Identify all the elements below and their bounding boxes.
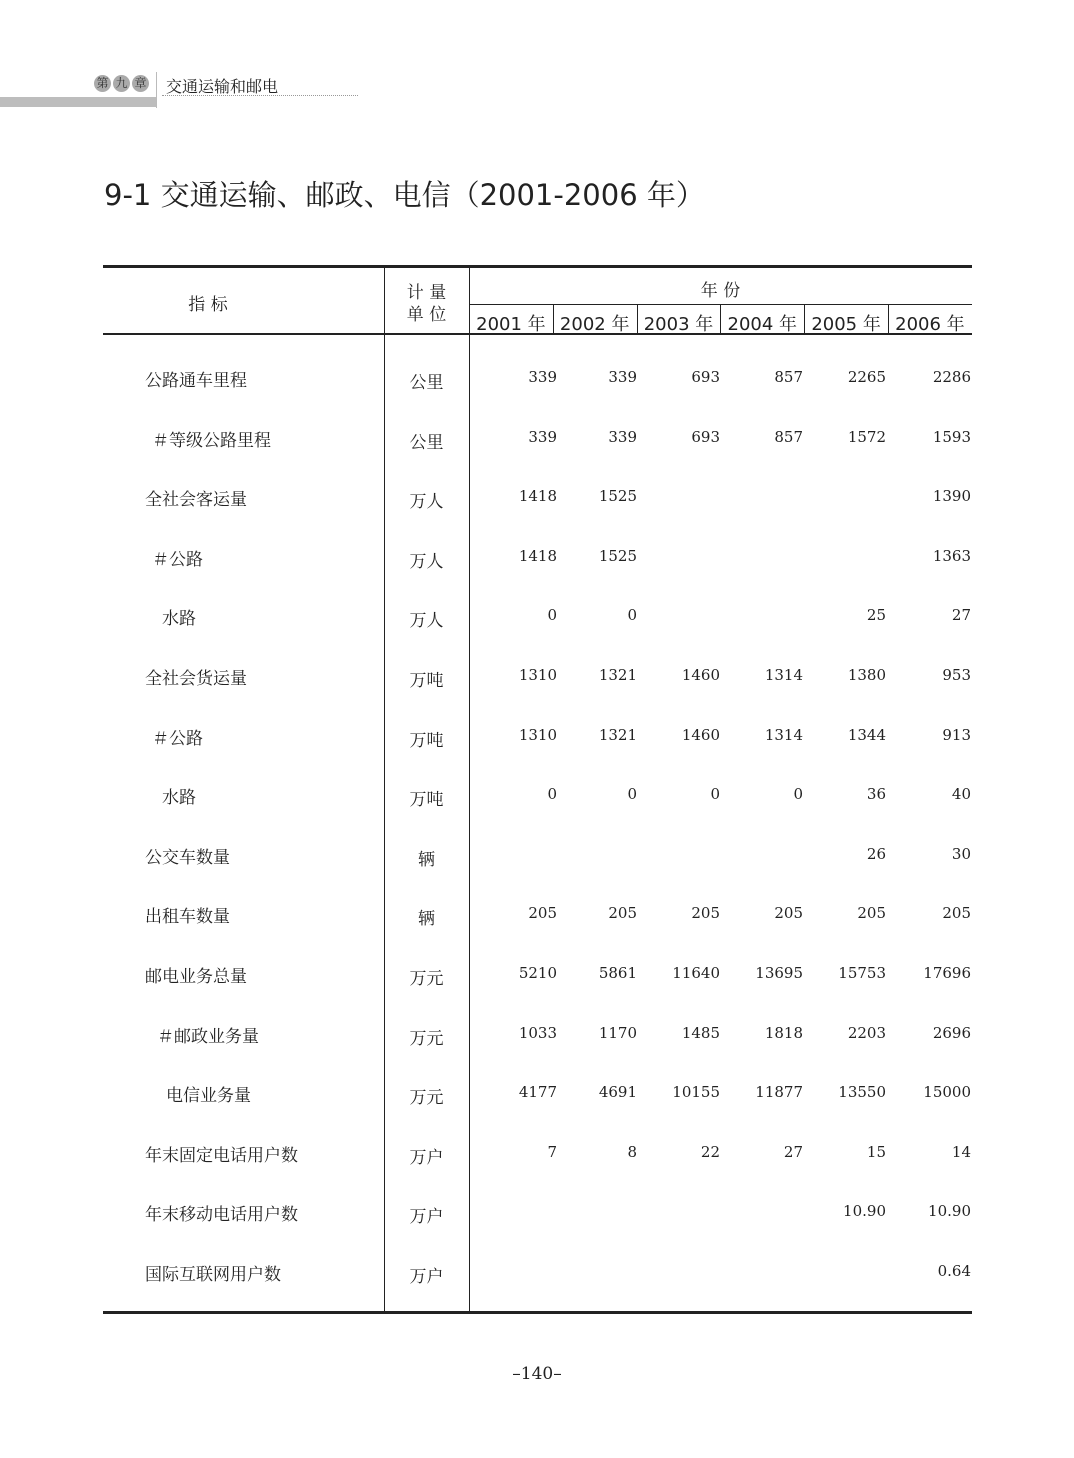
year-header: 2006 年 — [895, 314, 965, 335]
value-cell: 25 — [866, 606, 886, 625]
table-bottom-rule — [103, 1311, 972, 1314]
value-cell: 1572 — [847, 427, 886, 446]
row-label: ＃公路 — [152, 549, 203, 570]
value-cell: 1321 — [598, 666, 637, 684]
value-cell: 0.64 — [937, 1262, 971, 1280]
year-group-header: 年 份 — [700, 281, 741, 301]
value-cell: 857 — [774, 368, 803, 386]
value-cell: 0 — [547, 785, 557, 804]
value-cell: 339 — [608, 368, 637, 386]
value-cell: 36 — [866, 785, 886, 804]
value-cell: 1485 — [681, 1023, 720, 1042]
row-label: 年末移动电话用户数 — [145, 1205, 298, 1226]
row-label: ＃邮政业务量 — [157, 1026, 259, 1047]
value-cell: 339 — [528, 427, 557, 446]
row-unit: 万人 — [409, 611, 444, 632]
year-header: 2005 年 — [811, 314, 881, 335]
value-cell: 8 — [627, 1142, 637, 1161]
value-cell: 26 — [866, 844, 886, 863]
value-cell: 7 — [547, 1142, 557, 1161]
table-title: 9-1 交通运输、邮政、电信（2001-2006 年） — [104, 178, 705, 212]
value-cell: 1460 — [681, 725, 720, 744]
value-cell: 1593 — [932, 427, 971, 446]
year-divider — [553, 305, 554, 333]
chapter-char: 九 — [113, 75, 130, 92]
row-label: 国际互联网用户数 — [145, 1265, 281, 1285]
value-cell: 5861 — [598, 964, 637, 982]
row-label: 年末固定电话用户数 — [145, 1145, 298, 1166]
row-label: 公交车数量 — [145, 847, 230, 868]
row-unit: 万户 — [409, 1267, 444, 1287]
row-label: ＃等级公路里程 — [152, 430, 271, 451]
value-cell: 27 — [951, 606, 971, 625]
value-cell: 693 — [691, 427, 720, 446]
row-unit: 万吨 — [409, 730, 444, 751]
row-label: ＃公路 — [152, 728, 203, 749]
value-cell: 205 — [608, 904, 637, 923]
value-cell: 10.90 — [928, 1202, 971, 1221]
header-separator — [156, 72, 157, 108]
value-cell: 339 — [608, 427, 637, 446]
value-cell: 1818 — [764, 1023, 803, 1042]
value-cell: 1525 — [598, 487, 637, 506]
value-cell: 2696 — [932, 1023, 971, 1042]
year-divider — [637, 305, 638, 333]
value-cell: 205 — [691, 904, 720, 923]
value-cell: 205 — [857, 904, 886, 923]
value-cell: 1363 — [932, 546, 971, 565]
column-divider — [469, 267, 470, 1312]
row-label: 电信业务量 — [166, 1086, 251, 1107]
value-cell: 0 — [627, 785, 637, 804]
value-cell: 14 — [951, 1142, 971, 1161]
value-cell: 1170 — [598, 1023, 637, 1042]
row-label: 全社会客运量 — [145, 490, 247, 511]
value-cell: 30 — [951, 844, 971, 863]
value-cell: 1321 — [598, 725, 637, 744]
value-cell: 913 — [942, 725, 971, 744]
row-label: 全社会货运量 — [145, 669, 247, 689]
value-cell: 13695 — [755, 964, 803, 982]
value-cell: 953 — [942, 666, 971, 684]
value-cell: 1314 — [764, 725, 803, 744]
row-unit: 万元 — [409, 1088, 444, 1109]
chapter-char: 第 — [94, 75, 111, 92]
value-cell: 0 — [793, 785, 803, 804]
value-cell: 1344 — [847, 725, 886, 744]
year-header: 2002 年 — [559, 314, 630, 335]
value-cell: 40 — [951, 785, 971, 804]
table-top-rule — [103, 265, 972, 268]
value-cell: 15753 — [838, 964, 886, 982]
value-cell: 0 — [547, 606, 557, 625]
row-label: 公路通车里程 — [145, 371, 247, 391]
value-cell: 1310 — [518, 725, 557, 744]
value-cell: 205 — [942, 904, 971, 923]
row-unit: 万户 — [409, 1147, 444, 1168]
value-cell: 693 — [691, 368, 720, 386]
value-cell: 0 — [710, 785, 720, 804]
row-unit: 万元 — [409, 969, 444, 989]
row-unit: 万吨 — [409, 671, 444, 691]
value-cell: 15 — [866, 1142, 886, 1161]
value-cell: 10155 — [672, 1083, 720, 1102]
value-cell: 205 — [528, 904, 557, 923]
row-label: 水路 — [162, 788, 196, 809]
year-divider — [804, 305, 805, 333]
chapter-title: 交通运输和邮电 — [166, 77, 279, 96]
chapter-char: 章 — [132, 75, 149, 92]
unit-header-line: 单 位 — [406, 305, 447, 325]
row-unit: 公里 — [409, 373, 444, 393]
value-cell: 15000 — [923, 1083, 971, 1102]
year-header: 2004 年 — [727, 314, 798, 335]
year-divider — [888, 305, 889, 333]
value-cell: 5210 — [518, 964, 557, 982]
value-cell: 10.90 — [843, 1202, 886, 1221]
value-cell: 27 — [783, 1142, 803, 1161]
value-cell: 1310 — [518, 666, 557, 684]
year-header: 2003 年 — [643, 314, 714, 335]
row-label: 邮电业务总量 — [145, 967, 247, 987]
year-divider — [720, 305, 721, 333]
value-cell: 857 — [774, 427, 803, 446]
row-unit: 万户 — [409, 1207, 444, 1228]
value-cell: 0 — [627, 606, 637, 625]
value-cell: 1460 — [681, 666, 720, 684]
chapter-badge — [94, 75, 149, 92]
value-cell: 1314 — [764, 666, 803, 684]
value-cell: 13550 — [838, 1083, 886, 1102]
header-bar — [0, 97, 156, 107]
value-cell: 11640 — [672, 964, 720, 982]
value-cell: 4177 — [518, 1083, 557, 1102]
row-unit: 万元 — [409, 1028, 444, 1049]
year-header: 2001 年 — [476, 314, 546, 335]
row-unit: 辆 — [418, 849, 435, 870]
row-unit: 万人 — [409, 551, 444, 572]
unit-header — [384, 282, 469, 326]
value-cell: 11877 — [755, 1083, 803, 1102]
value-cell: 2265 — [847, 368, 886, 386]
value-cell: 205 — [774, 904, 803, 923]
value-cell: 2203 — [847, 1023, 886, 1042]
value-cell: 1418 — [518, 546, 557, 565]
header-dotted-rule — [162, 95, 358, 96]
indicator-header: 指 标 — [188, 295, 228, 315]
value-cell: 1033 — [518, 1023, 557, 1042]
value-cell: 4691 — [598, 1083, 637, 1102]
value-cell: 1525 — [598, 546, 637, 565]
unit-header-line: 计 量 — [406, 283, 447, 303]
row-label: 水路 — [162, 609, 196, 630]
value-cell: 339 — [528, 368, 557, 386]
value-cell: 2286 — [932, 368, 971, 386]
row-unit: 公里 — [409, 432, 444, 453]
value-cell: 17696 — [923, 964, 971, 982]
value-cell: 1418 — [518, 487, 557, 506]
row-unit: 万吨 — [409, 790, 444, 811]
value-cell: 1390 — [932, 487, 971, 506]
value-cell: 1380 — [847, 666, 886, 684]
page-number: –140– — [512, 1364, 562, 1384]
row-unit: 万人 — [409, 492, 444, 513]
row-label: 出租车数量 — [145, 907, 230, 928]
value-cell: 22 — [700, 1142, 720, 1161]
row-unit: 辆 — [418, 909, 435, 930]
